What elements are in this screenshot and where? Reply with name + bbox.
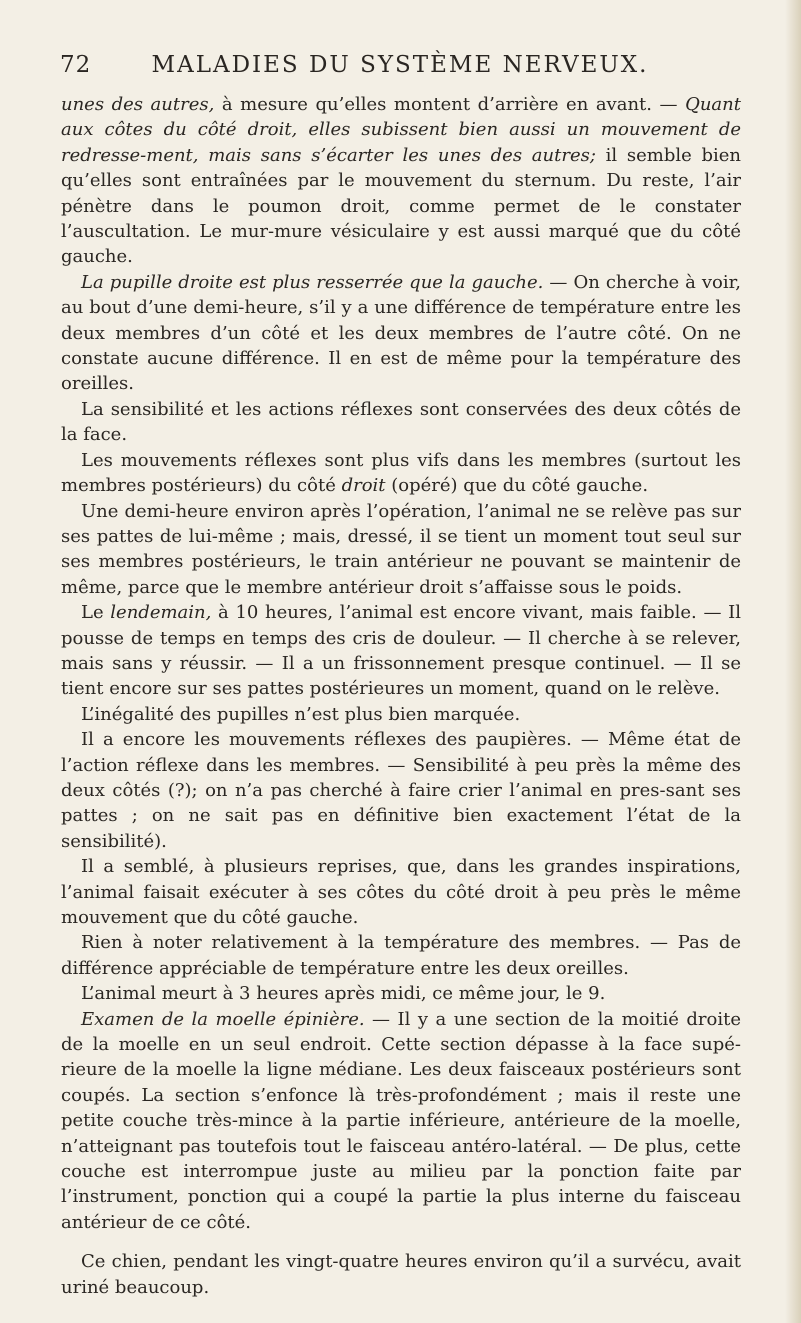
paragraph-13: Ce chien, pendant les vingt-quatre heures environ qu’il a survécu, avait uriné beaucoup. — [61, 1251, 741, 1298]
paragraph-7: L’inégalité des pupilles n’est plus bien marquée. — [81, 703, 521, 725]
paragraph-10: Rien à noter relativement à la température des membres. — Pas de différence appréciable de température entre les deux oreilles. — [61, 932, 741, 979]
paragraph-12: Examen de la moelle épinière. — Il y a une section de la moitié droite de la moelle en un seul endroit. Cette section dépasse à la face supé-rieure de la moelle la ligne médiane. Les deux faisceaux postérieurs sont coupés. La section s’enfonce là très-profondément ; mais il reste une petite couche très-mince à la partie inférieure, antérieure de la moelle, n’atteignant pas toutefois tout le faisceau antéro-latéral. — De plus, cette couche est interrompue juste au milieu par la ponction faite par l’instrument, ponction qui a coupé la partie la plus interne du faisceau antérieur de ce côté. — [61, 1008, 741, 1233]
page-number: 72 — [60, 52, 92, 78]
running-title: MALADIES DU SYSTÈME NERVEUX. — [151, 52, 649, 78]
paragraph-3: La sensibilité et les actions réflexes sont conservées des deux côtés de la face. — [61, 398, 741, 446]
paragraph-9: Il a semblé, à plusieurs reprises, que, dans les grandes inspirations, l’animal faisait exécuter à ses côtes du côté droit à peu près le même mouvement que du côté gauche. — [61, 856, 741, 928]
paragraph-5: Une demi-heure environ après l’opération, l’animal ne se relève pas sur ses pattes de lui-même ; mais, dressé, il se tient un moment tout seul sur ses membres postérieurs, le train antérieur ne pouvant se maintenir de même, parce que le membre antérieur droit s’affaisse sous le poids. — [61, 500, 741, 598]
paragraph-1: unes des autres, à mesure qu’elles montent d’arrière en avant. — Quant aux côtes du côté droit, elles subissent bien aussi un mouvement de redresse-ment, mais sans s’écarter les unes des autres; il semble bien qu’elles sont entraînées par le mouvement du sternum. Du reste, l’air pénètre dans le poumon droit, comme permet de le constater l’auscultation. Le mur-mure vésiculaire y est aussi marqué que du côté gauche. — [61, 94, 741, 268]
page-header — [60, 52, 740, 90]
paragraph-8: Il a encore les mouvements réflexes des paupières. — Même état de l’action réflexe dans les membres. — Sensibilité à peu près la même des deux côtés (?); on n’a pas cherché à faire crier l’animal en pres-sant ses pattes ; on ne sait pas en définitive bien exactement l’état de la sensibilité). — [61, 729, 741, 852]
paragraph-2: La pupille droite est plus resserrée que la gauche. — On cherche à voir, au bout d’une demi-heure, s’il y a une différence de température entre les deux membres d’un côté et les deux membres de l’autre côté. On ne constate aucune différence. Il en est de même pour la température des oreilles. — [61, 271, 741, 395]
paragraph-11: L’animal meurt à 3 heures après midi, ce même jour, le 9. — [81, 983, 606, 1005]
page-edge-shadow — [785, 0, 801, 1323]
paragraph-4: Les mouvements réflexes sont plus vifs dans les membres (surtout les membres postérieurs) du côté droit (opéré) que du côté gauche. — [61, 449, 741, 497]
paragraph-6: Le lendemain, à 10 heures, l’animal est encore vivant, mais faible. — Il pousse de temps en temps des cris de douleur. — Il cherche à se relever, mais sans y réussir. — Il a un frissonnement presque continuel. — Il se tient encore sur ses pattes postérieures un moment, quand on le relève. — [61, 602, 741, 700]
body-text — [61, 92, 741, 1300]
